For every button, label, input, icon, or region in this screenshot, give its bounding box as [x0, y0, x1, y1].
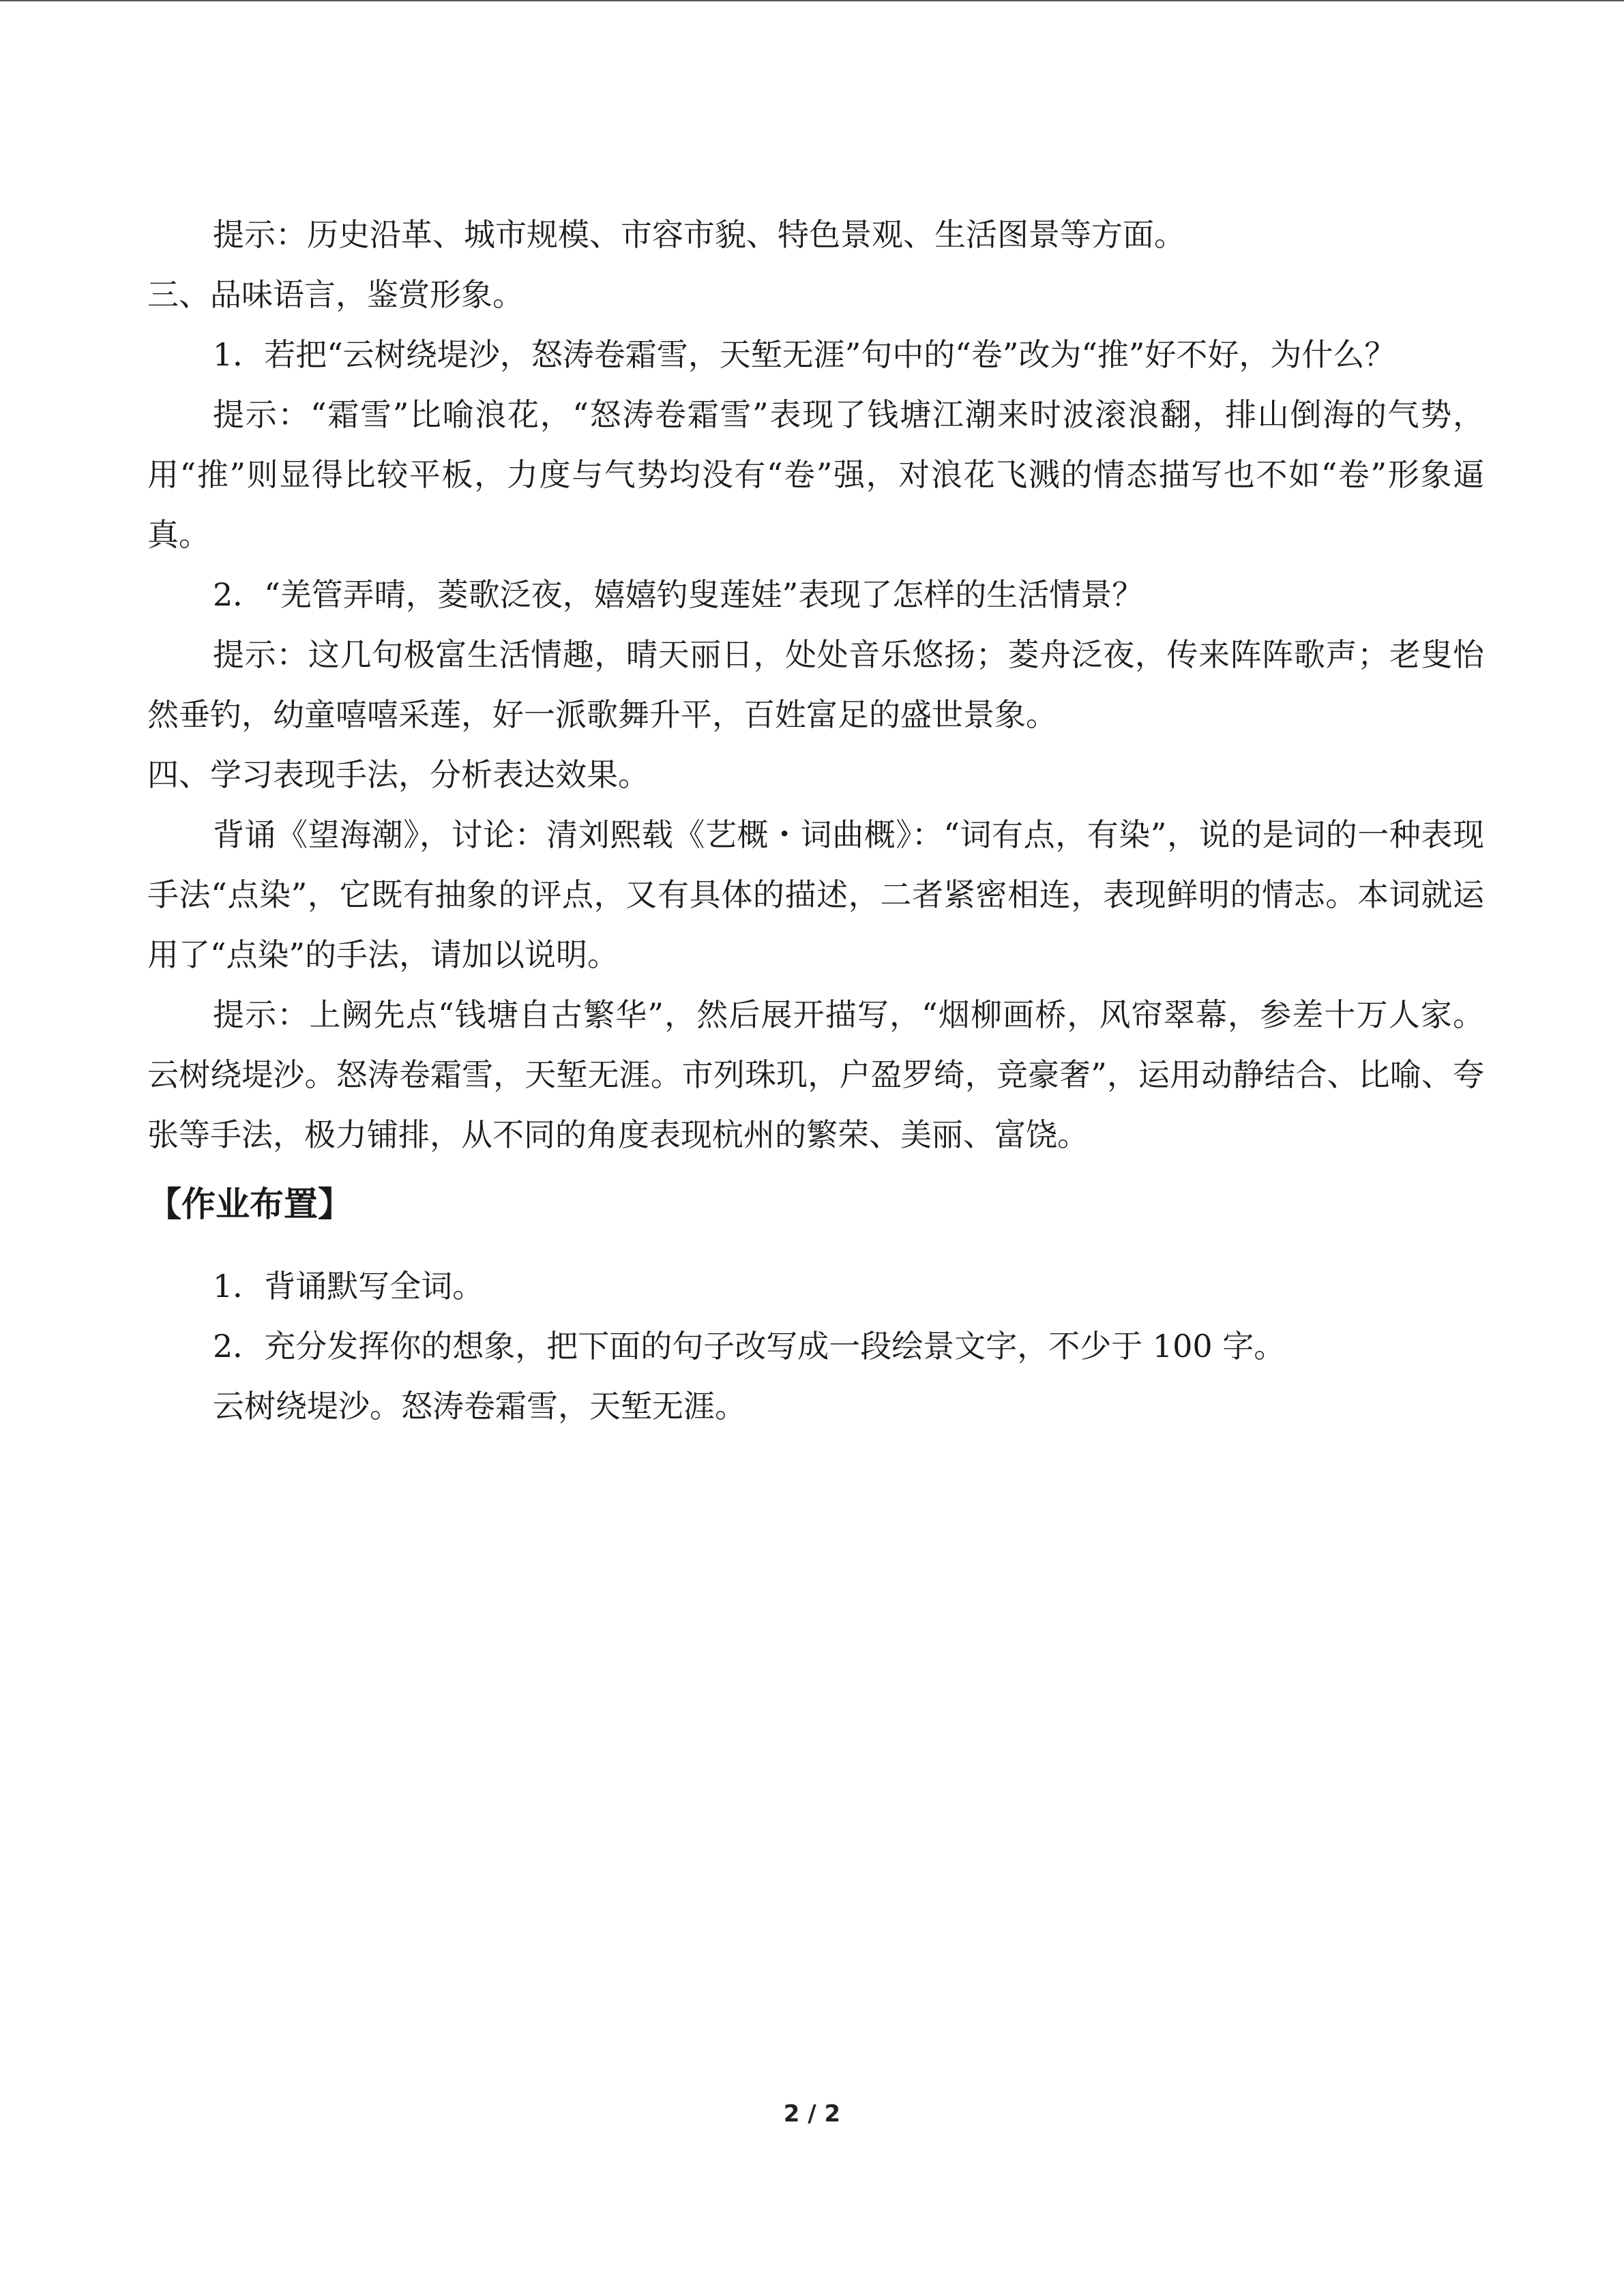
- homework-item-1: 1．背诵默写全词。: [213, 1268, 484, 1304]
- hint-paragraph-2: 提示：“霜雪”比喻浪花，“怒涛卷霜雪”表现了钱塘江潮来时波滚浪翻，排山倒海的气势，用“推”则显得比较平板，力度与气势均没有“卷”强，对浪花飞溅的情态描写也不如“卷”形象逼真。: [147, 396, 1484, 553]
- hint-paragraph-4: 提示：上阙先点“钱塘自古繁华”，然后展开描写，“烟柳画桥，风帘翠幕，参差十万人家。云树绕堤沙。怒涛卷霜雪，天堑无涯。市列珠玑，户盈罗绮，竞豪奢”，运用动静结合、比喻、夸张等手法，极力铺排，从不同的角度表现杭州的繁荣、美丽、富饶。: [147, 996, 1484, 1153]
- section-heading-4: 四、学习表现手法，分析表达效果。: [147, 756, 649, 793]
- discussion-paragraph: 背诵《望海潮》，讨论：清刘熙载《艺概・词曲概》：“词有点，有染”，说的是词的一种表现手法“点染”，它既有抽象的评点，又有具体的描述，二者紧密相连，表现鲜明的情志。本词就运用了“点染”的手法，请加以说明。: [147, 816, 1484, 973]
- page-top-border: [0, 0, 1624, 1]
- section-heading-3: 三、品味语言，鉴赏形象。: [147, 276, 524, 313]
- question-2: 2．“羌管弄晴，菱歌泛夜，嬉嬉钓叟莲娃”表现了怎样的生活情景？: [213, 576, 1144, 613]
- homework-item-2: 2．充分发挥你的想象，把下面的句子改写成一段绘景文字，不少于 100 字。: [213, 1328, 1286, 1365]
- homework-heading: 【作业布置】: [147, 1184, 352, 1224]
- document-body: [147, 205, 1484, 1436]
- hint-paragraph-3: 提示：这几句极富生活情趣，晴天丽日，处处音乐悠扬；菱舟泛夜，传来阵阵歌声；老叟怡然垂钓，幼童嘻嘻采莲，好一派歌舞升平，百姓富足的盛世景象。: [147, 636, 1484, 733]
- hint-paragraph-1: 提示：历史沿革、城市规模、市容市貌、特色景观、生活图景等方面。: [213, 216, 1185, 253]
- page-number: 2 / 2: [783, 2100, 841, 2128]
- question-1: 1．若把“云树绕堤沙，怒涛卷霜雪，天堑无涯”句中的“卷”改为“推”好不好，为什么？: [213, 336, 1396, 373]
- homework-item-3: 云树绕堤沙。怒涛卷霜雪，天堑无涯。: [213, 1388, 746, 1425]
